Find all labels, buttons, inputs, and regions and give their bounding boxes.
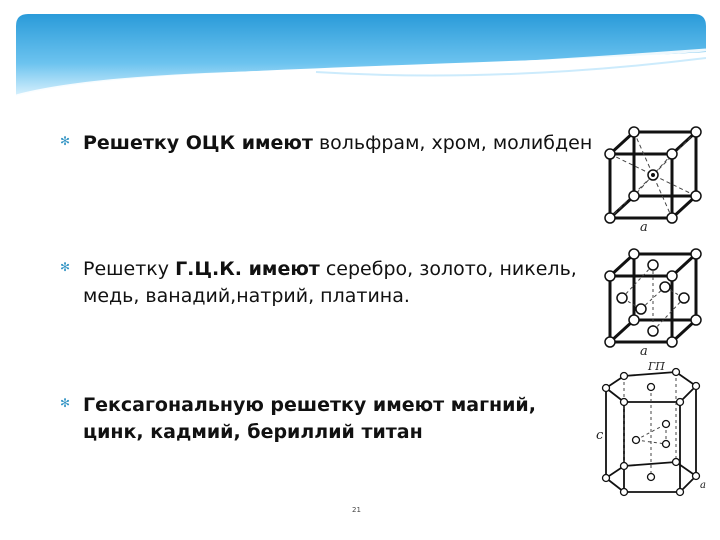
bullet-hcp-bold: Гексагональную решетку имеют магний, цинк, кадмий, бериллий титан: [83, 394, 536, 443]
bullet-bcc: [60, 130, 600, 157]
bullet-fcc: [60, 256, 600, 310]
bcc-lattice-figure: [602, 124, 702, 234]
hcp-lattice-drawing: [596, 362, 708, 502]
bullet-hcp: [60, 392, 600, 446]
page-number: 21: [352, 506, 361, 514]
bcc-label-a: a: [640, 220, 648, 235]
bullet-fcc-bold: Г.Ц.К. имеют: [175, 258, 320, 280]
fcc-label-a: a: [640, 344, 648, 359]
hcp-lattice-figure: [596, 362, 708, 502]
bcc-lattice-drawing: [602, 124, 702, 234]
hcp-label-c: c: [596, 428, 604, 443]
header-banner: [16, 14, 706, 104]
fcc-lattice-figure: [602, 248, 702, 358]
fcc-lattice-drawing: [602, 248, 702, 358]
bullet-bcc-bold: Решетку ОЦК имеют: [83, 132, 313, 154]
bullet-fcc-text: серебро, золото, никель, медь, ванадий,натрий, платина.: [83, 258, 577, 307]
hcp-label-a: a: [700, 480, 706, 491]
bullet-bcc-text: вольфрам, хром, молибден: [312, 132, 593, 154]
snowflake-bullet-icon: ✻: [60, 134, 71, 148]
snowflake-bullet-icon: ✻: [60, 396, 71, 410]
snowflake-bullet-icon: ✻: [60, 260, 71, 274]
bullet-fcc-prefix: Решетку: [83, 258, 176, 280]
hcp-label-top: ГП: [648, 360, 665, 373]
